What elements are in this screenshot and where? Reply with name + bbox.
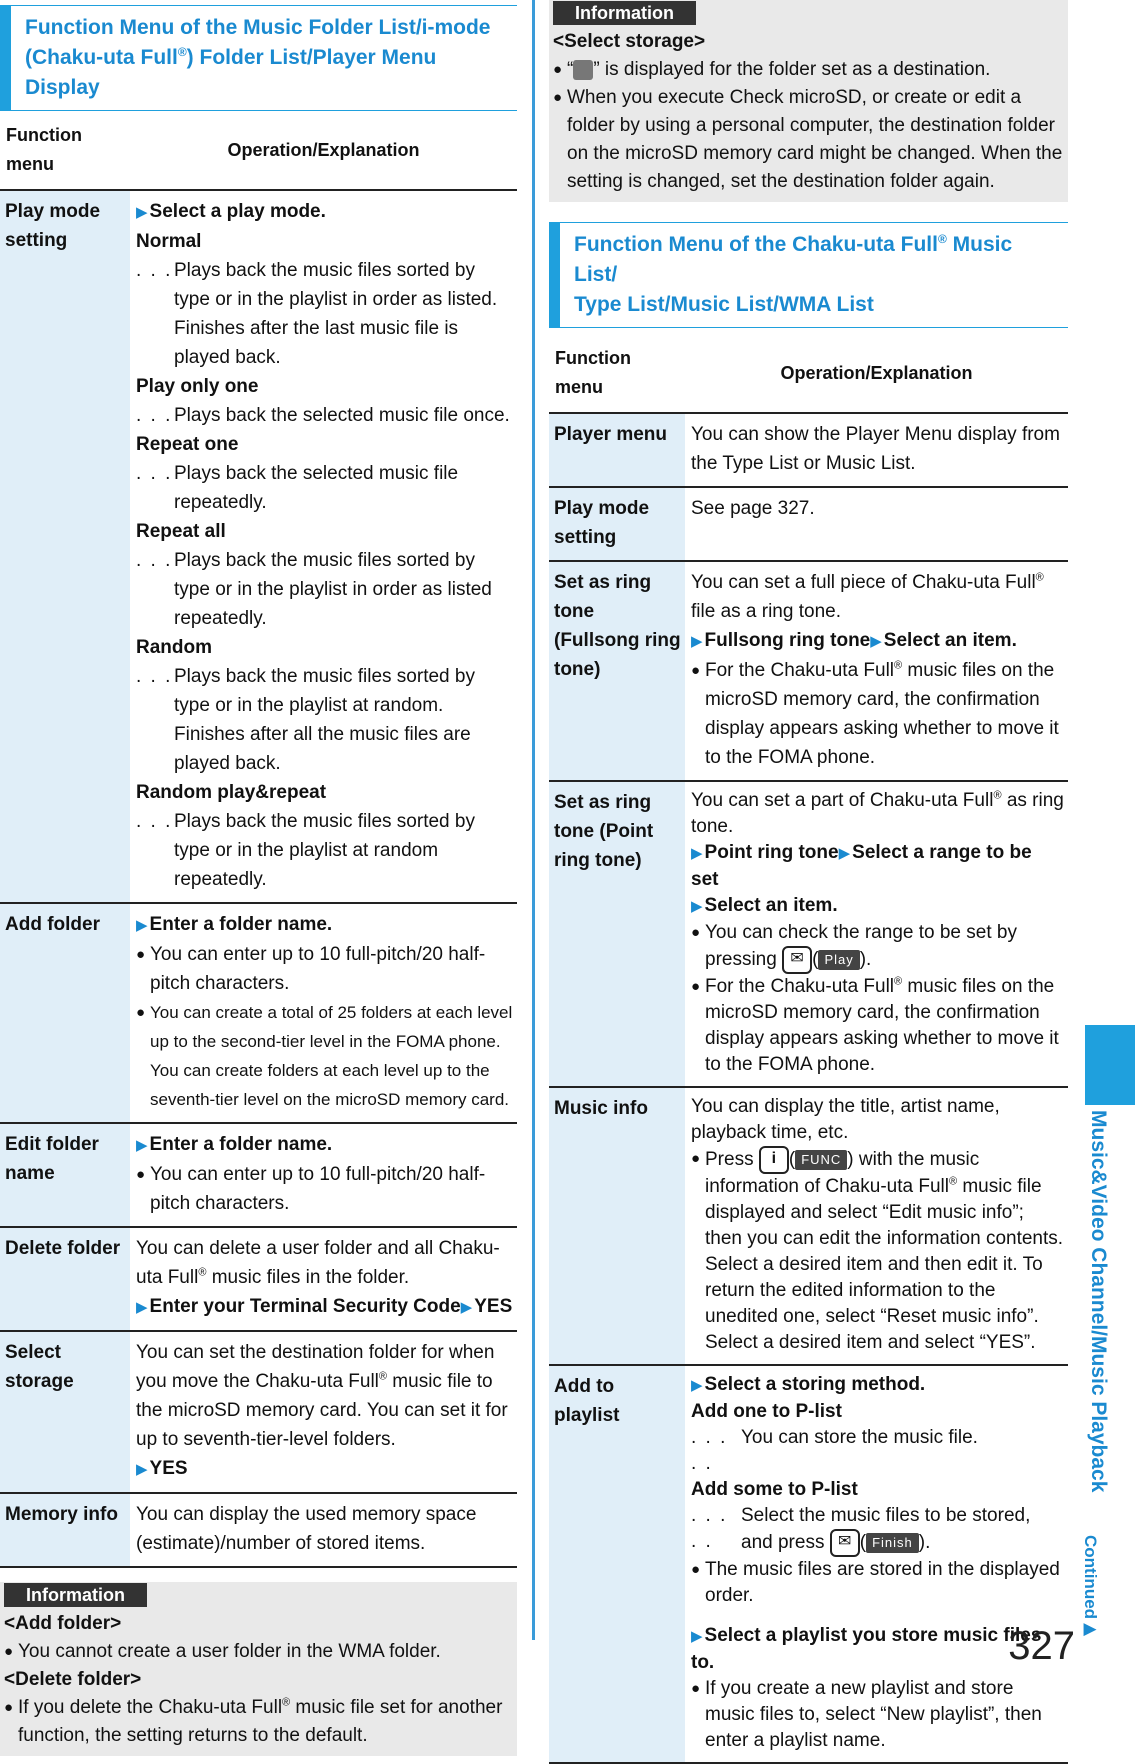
continued-label: Continued▶ <box>1081 1535 1100 1640</box>
arrow-icon: ▶ <box>136 204 148 221</box>
arrow-icon: ▶ <box>870 633 882 650</box>
function-name: Delete folder <box>0 1227 130 1331</box>
finish-softkey: Finish <box>866 1533 919 1553</box>
arrow-icon: ▶ <box>136 1137 148 1154</box>
left-column <box>0 0 517 1756</box>
function-name: Add folder <box>0 903 130 1123</box>
func-softkey: FUNC <box>795 1150 847 1170</box>
table-row: Play mode setting See page 327. <box>549 487 1068 561</box>
arrow-icon: ▶ <box>691 898 703 915</box>
side-index-tab <box>1085 1025 1135 1105</box>
bullet-icon: ● <box>4 1643 14 1660</box>
information-tag: Information <box>4 1583 147 1607</box>
bullet-icon: ● <box>136 946 146 963</box>
table-row: Select storage You can set the destination folder for when you move the Chaku-uta Full® music file to the microSD memory card. You can set it for up to seventh-tier-level folders. ▶ YES <box>0 1331 517 1493</box>
arrow-icon: ▶ <box>136 917 148 934</box>
table-row: Memory info You can display the used memory space (estimate)/number of stored items. <box>0 1493 517 1567</box>
page-number: 327 <box>1008 1624 1075 1668</box>
function-name: Music info <box>549 1087 685 1365</box>
table-row: Add to playlist ▶ Select a storing method. Add one to P-list . . . . . You can store the music file. Add some to P-list . . . . . Select the music files to be stored, and press ✉ ( Finish ). ● The music files are stored in the displayed order. ▶ Select a playlist you store music files to. ● If you create a new playlist and store music files to, select “New playlist”, then enter a playlist name. <box>549 1365 1068 1763</box>
function-name: Play mode setting <box>0 190 130 903</box>
left-function-table <box>0 111 517 1568</box>
bullet-icon: ● <box>691 924 701 941</box>
right-column <box>549 0 1068 1764</box>
function-name: Edit folder name <box>0 1123 130 1227</box>
operation-cell: ▶ Select a play mode. Normal . . . Plays back the music files sorted by type or in the playlist in order as listed. Finishes after the last music file is played back. Play only one . . . Plays back the selected music file once. Repeat one . . . Plays back the selected music file repeatedly. Repeat all . . . Plays back the music files sorted by type or in the playlist in order as listed repeatedly. Random . . . Plays back the music files sorted by type or in the playlist at random. Finishes after all the music files are played back. Random play&repeat . . . Plays back the music files sorted by type or in the playlist at random repeatedly. <box>130 190 517 903</box>
right-section-title: Function Menu of the Chaku-uta Full® Music List/ Type List/Music List/WMA List <box>549 222 1068 328</box>
bullet-icon: ● <box>691 978 701 995</box>
arrow-icon: ▶ <box>691 845 703 862</box>
play-softkey: Play <box>818 950 859 970</box>
arrow-icon: ▶ <box>691 1377 703 1394</box>
table-header-operation: Operation/Explanation <box>130 111 517 190</box>
left-section-title: Function Menu of the Music Folder List/i-mode (Chaku-uta Full®) Folder List/Player Menu Display <box>0 5 517 111</box>
table-header-operation: Operation/Explanation <box>685 334 1068 413</box>
bullet-icon: ● <box>553 89 563 106</box>
right-information-box: Information <Select storage> ● “ ” is displayed for the folder set as a destination. ● When you execute Check microSD, or create or edit a folder by using a personal computer, the destination folder on the microSD memory card might be changed. When the setting is changed, set the destination folder again. <box>549 0 1068 202</box>
function-name: Player menu <box>549 413 685 487</box>
bullet-icon: ● <box>136 1166 146 1183</box>
arrow-icon: ▶ <box>136 1299 148 1316</box>
arrow-icon: ▶ <box>136 1461 148 1478</box>
table-row: Player menu You can show the Player Menu display from the Type List or Music List. <box>549 413 1068 487</box>
table-row: Music info You can display the title, artist name, playback time, etc. ● Press i ( FUNC ) with the music information of Chaku-uta Full® music file displayed and select “Edit music info”; then you can edit the information contents. Select a desired item and then edit it. To return the edited information to the unedited one, select “Reset music info”. Select a desired item and select “YES”. <box>549 1087 1068 1365</box>
table-row: Set as ring tone (Fullsong ring tone) You can set a full piece of Chaku-uta Full® file as a ring tone. ▶ Fullsong ring tone▶ Select an item. ● For the Chaku-uta Full® music files on the microSD memory card, the confirmation display appears asking whether to move it to the FOMA phone. <box>549 561 1068 781</box>
arrow-icon: ▶ <box>838 845 851 862</box>
bullet-icon: ● <box>136 1004 146 1021</box>
table-row: Set as ring tone (Point ring tone) You can set a part of Chaku-uta Full® as ring tone. ▶ Point ring tone▶ Select a range to be set ▶ Select an item. ● You can check the range to be set by pressing ✉ ( Play ). ● For the Chaku-uta Full® music files on the microSD memory card, the confirmation display appears asking whether to move it to the FOMA phone. <box>549 781 1068 1087</box>
function-name: Select storage <box>0 1331 130 1493</box>
i-mode-key-icon: i <box>759 1146 789 1174</box>
bullet-icon: ● <box>691 1680 701 1697</box>
arrow-icon: ▶ <box>691 1628 703 1645</box>
table-row: Edit folder name ▶ Enter a folder name. ● You can enter up to 10 full-pitch/20 half-pitch characters. <box>0 1123 517 1227</box>
table-header-function-menu: Function menu <box>549 334 685 413</box>
side-section-label: Music&Video Channel/Music Playback <box>1087 1110 1110 1493</box>
bullet-icon: ● <box>553 61 563 78</box>
column-divider <box>532 0 535 1640</box>
table-row: Delete folder You can delete a user folder and all Chaku-uta Full® music files in the folder. ▶ Enter your Terminal Security Code▶ YES <box>0 1227 517 1331</box>
folder-destination-icon <box>573 60 593 80</box>
right-function-table <box>549 334 1068 1764</box>
bullet-icon: ● <box>4 1699 14 1716</box>
bullet-icon: ● <box>691 1561 701 1578</box>
bullet-icon: ● <box>691 662 701 679</box>
function-name: Set as ring tone (Fullsong ring tone) <box>549 561 685 781</box>
function-name: Add to playlist <box>549 1365 685 1763</box>
function-name: Set as ring tone (Point ring tone) <box>549 781 685 1087</box>
information-tag: Information <box>553 1 696 25</box>
mail-key-icon: ✉ <box>830 1529 860 1557</box>
left-information-box: Information <Add folder> ● You cannot create a user folder in the WMA folder. <Delete folder> ● If you delete the Chaku-uta Full® music file set for another function, the setting returns to the default. <box>0 1582 517 1756</box>
table-header-function-menu: Function menu <box>0 111 130 190</box>
function-name: Play mode setting <box>549 487 685 561</box>
table-row <box>0 190 517 903</box>
table-row: Add folder ▶ Enter a folder name. ● You can enter up to 10 full-pitch/20 half-pitch characters. ● You can create a total of 25 folders at each level up to the second-tier level in the FOMA phone. You can create folders at each level up to the seventh-tier level on the microSD memory card. <box>0 903 517 1123</box>
bullet-icon: ● <box>691 1150 701 1167</box>
arrow-icon: ▶ <box>691 633 703 650</box>
arrow-icon: ▶ <box>460 1299 473 1316</box>
mail-key-icon: ✉ <box>782 946 812 974</box>
function-name: Memory info <box>0 1493 130 1567</box>
